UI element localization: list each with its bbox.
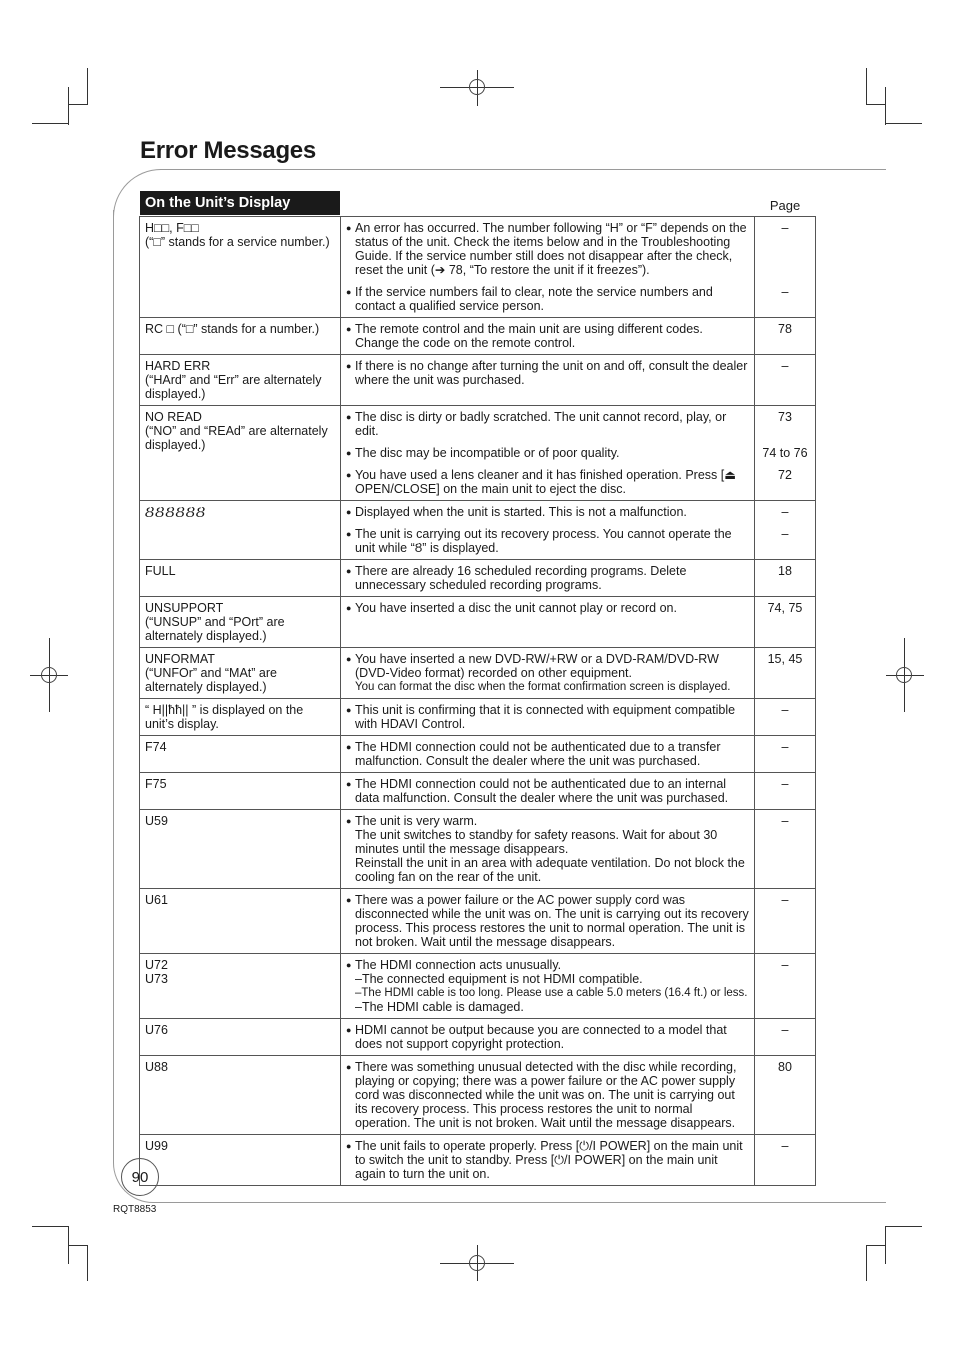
description-bullet: ● Displayed when the unit is started. This is not a malfunction. (346, 505, 749, 519)
registration-mark (41, 667, 57, 683)
description-cell (341, 773, 755, 810)
error-code-text: (“HArd” and “Err” are alternately displayed.) (145, 373, 322, 401)
error-code-cell (140, 318, 341, 355)
error-code-text: U88 (145, 1060, 168, 1074)
page-reference: – (781, 893, 789, 907)
crop-mark (866, 1245, 867, 1281)
page-reference-cell (755, 1019, 816, 1056)
table-row (140, 773, 816, 810)
page-reference-cell (755, 699, 816, 736)
crop-mark (866, 68, 867, 104)
table-row (140, 597, 816, 648)
error-code-text: (“UNFOr” and “MAt” are alternately displayed.) (145, 666, 277, 694)
page-reference-cell (755, 217, 816, 318)
description-cell (341, 318, 755, 355)
table-row (140, 318, 816, 355)
error-code-cell (140, 501, 341, 560)
description-cell (341, 810, 755, 889)
description-cell (341, 1056, 755, 1135)
registration-mark (896, 667, 912, 683)
page-reference-cell (755, 318, 816, 355)
table-row (140, 810, 816, 889)
description-cell (341, 560, 755, 597)
table-row (140, 355, 816, 406)
table-row (140, 889, 816, 954)
error-code-cell (140, 217, 341, 318)
section-heading: On the Unit’s Display (140, 191, 340, 215)
table-row (140, 736, 816, 773)
description-bullet: ● This unit is confirming that it is connected with equipment compatible with HDAVI Control. (346, 703, 749, 731)
page-reference-cell (755, 501, 816, 560)
description-bullet: ● The HDMI connection acts unusually. (346, 958, 749, 972)
page-reference: – (781, 285, 789, 299)
page-reference-cell (755, 954, 816, 1019)
description-bullet: ● The disc is dirty or badly scratched. The unit cannot record, play, or edit. (346, 410, 749, 438)
error-code-cell (140, 954, 341, 1019)
page-reference: – (781, 1023, 789, 1037)
description-subline: The unit switches to standby for safety reasons. Wait for about 30 minutes until the message disappears. (355, 828, 718, 856)
page-reference-cell (755, 560, 816, 597)
table-row (140, 501, 816, 560)
error-code-cell (140, 736, 341, 773)
description-bullet: ● There was something unusual detected with the disc while recording, playing or copying; there was a power failure or the AC power supply cord was disconnected while the unit was on. The unit is carrying out its recovery process. This process restores the unit to normal operation. The unit is not broken. Wait until the message disappears. (346, 1060, 749, 1130)
crop-mark (87, 1245, 88, 1281)
error-code-text: U73 (145, 972, 168, 986)
crop-mark (866, 1245, 886, 1246)
error-code-cell (140, 773, 341, 810)
description-bullet: ● You have used a lens cleaner and it has finished operation. Press [⏏ OPEN/CLOSE] on the main unit to eject the disc. (346, 468, 749, 496)
error-code-text: ȢȢȢȢȢȢ (145, 503, 207, 521)
table-row (140, 217, 816, 318)
page-reference: – (781, 703, 789, 717)
crop-mark (68, 104, 88, 105)
error-code-text: FULL (145, 564, 176, 578)
page-reference: 73 (778, 410, 792, 424)
table-row (140, 699, 816, 736)
description-note: You can format the disc when the format confirmation screen is displayed. (355, 681, 731, 693)
error-code-text: U61 (145, 893, 168, 907)
error-code-cell (140, 810, 341, 889)
crop-mark (68, 87, 69, 125)
crop-mark (32, 1226, 69, 1227)
page-reference-cell (755, 597, 816, 648)
description-bullet: ● The unit is very warm. (346, 814, 749, 828)
frame-line (113, 210, 114, 1160)
page-reference-cell (755, 406, 816, 501)
frame-line (160, 1202, 886, 1203)
document-id: RQT8853 (113, 1204, 157, 1215)
error-code-text: UNFORMAT (145, 652, 215, 666)
description-bullet: ● The remote control and the main unit are using different codes. Change the code on the remote control. (346, 322, 749, 350)
error-code-text: U76 (145, 1023, 168, 1037)
page-reference-cell (755, 1135, 816, 1186)
description-cell (341, 355, 755, 406)
description-cell (341, 648, 755, 699)
page-reference: 72 (778, 468, 792, 482)
table-row (140, 1019, 816, 1056)
crop-mark (87, 68, 88, 104)
crop-mark (32, 123, 69, 124)
description-cell (341, 889, 755, 954)
page-reference: – (781, 359, 789, 373)
error-table (139, 216, 816, 1186)
page-reference: – (781, 740, 789, 754)
table-row (140, 954, 816, 1019)
page-column-label: Page (769, 198, 801, 213)
crop-mark (68, 1245, 88, 1246)
page-reference-cell (755, 810, 816, 889)
error-code-text: F75 (145, 777, 167, 791)
page-number: 90 (121, 1158, 159, 1196)
description-subline: Reinstall the unit in an area with adequate ventilation. Do not block the cooling fan on the rear of the unit. (355, 856, 745, 884)
error-code-cell (140, 699, 341, 736)
description-subline: –The HDMI cable is too long. Please use a cable 5.0 meters (16.4 ft.) or less. (355, 987, 748, 999)
description-bullet: ● You have inserted a new DVD-RW/+RW or a DVD-RAM/DVD-RW (DVD-Video format) recorded on other equipment. (346, 652, 749, 680)
description-bullet: ● The unit fails to operate properly. Press [⏻/I POWER] on the main unit to switch the unit to standby. Press [⏻/I POWER] on the main unit again to turn the unit on. (346, 1139, 749, 1181)
description-cell (341, 1019, 755, 1056)
table-row (140, 1056, 816, 1135)
error-code-text: “ H||ħħ|| ” is displayed on the unit’s display. (145, 703, 304, 731)
description-bullet: ● An error has occurred. The number following “H” or “F” depends on the status of the unit. Check the items below and in the Troubleshooting Guide. If the service number still does not disappear after the check, reset the unit (➔ 78, “To restore the unit if it freezes”). (346, 221, 749, 277)
crop-mark (866, 104, 886, 105)
error-code-cell (140, 406, 341, 501)
page-reference: 18 (778, 564, 792, 578)
frame-line (160, 169, 886, 170)
error-code-text: RC □ (“□” stands for a number.) (145, 322, 320, 336)
error-code-text: U59 (145, 814, 168, 828)
description-cell (341, 501, 755, 560)
page-reference: 78 (778, 322, 792, 336)
page-reference: – (781, 1139, 789, 1153)
error-code-text: U99 (145, 1139, 168, 1153)
description-bullet: ● There was a power failure or the AC power supply cord was disconnected while the unit was on. The unit is carrying out its recovery process. This process restores the unit to normal operation. The unit is not broken. Wait until the message disappears. (346, 893, 749, 949)
page-reference: 80 (778, 1060, 792, 1074)
description-subline: –The connected equipment is not HDMI compatible. (355, 972, 643, 986)
description-subline: –The HDMI cable is damaged. (355, 1000, 524, 1014)
error-code-text: UNSUPPORT (145, 601, 224, 615)
crop-mark (885, 123, 922, 124)
error-code-text: H□□, F□□ (145, 221, 199, 235)
page-reference-cell (755, 648, 816, 699)
table-row (140, 648, 816, 699)
description-bullet: ● If there is no change after turning the unit on and off, consult the dealer where the unit was purchased. (346, 359, 749, 387)
description-bullet: ● If the service numbers fail to clear, note the service numbers and contact a qualified service person. (346, 285, 749, 313)
page-reference: – (781, 777, 789, 791)
description-bullet: ● You have inserted a disc the unit cannot play or record on. (346, 601, 749, 615)
description-bullet: ● The disc may be incompatible or of poor quality. (346, 446, 749, 460)
error-code-cell (140, 1019, 341, 1056)
error-code-cell (140, 597, 341, 648)
error-code-text: (“UNSUP” and “POrt” are alternately displayed.) (145, 615, 285, 643)
description-cell (341, 736, 755, 773)
registration-mark (469, 1255, 485, 1271)
error-code-cell (140, 560, 341, 597)
error-code-text: (“NO” and “REAd” are alternately displayed.) (145, 424, 328, 452)
description-cell (341, 1135, 755, 1186)
page-reference: 74 to 76 (762, 446, 808, 460)
page-reference: – (781, 221, 789, 235)
table-row (140, 406, 816, 501)
page-reference-cell (755, 889, 816, 954)
error-code-cell (140, 355, 341, 406)
page-reference: – (781, 527, 789, 541)
table-row (140, 1135, 816, 1186)
description-cell (341, 954, 755, 1019)
description-cell (341, 217, 755, 318)
page-reference-cell (755, 773, 816, 810)
page-title: Error Messages (140, 137, 316, 164)
description-bullet: ● The unit is carrying out its recovery process. You cannot operate the unit while “Ȣ” is displayed. (346, 527, 749, 555)
page-reference: 15, 45 (767, 652, 803, 666)
description-bullet: ● There are already 16 scheduled recording programs. Delete unnecessary scheduled recording programs. (346, 564, 749, 592)
error-code-cell (140, 889, 341, 954)
page-reference: 74, 75 (767, 601, 803, 615)
crop-mark (885, 1226, 922, 1227)
description-bullet: ● The HDMI connection could not be authenticated due to an internal data malfunction. Consult the dealer where the unit was purchased. (346, 777, 749, 805)
description-cell (341, 699, 755, 736)
description-bullet: ● The HDMI connection could not be authenticated due to a transfer malfunction. Consult the dealer where the unit was purchased. (346, 740, 749, 768)
error-code-text: U72 (145, 958, 168, 972)
description-bullet: ● HDMI cannot be output because you are connected to a model that does not support copyright protection. (346, 1023, 749, 1051)
description-cell (341, 406, 755, 501)
description-cell (341, 597, 755, 648)
error-code-text: (“□” stands for a service number.) (145, 235, 330, 249)
crop-mark (885, 87, 886, 125)
page-reference-cell (755, 736, 816, 773)
error-code-cell (140, 648, 341, 699)
page-reference: – (781, 814, 789, 828)
error-code-text: NO READ (145, 410, 202, 424)
registration-mark (469, 79, 485, 95)
page-reference-cell (755, 1056, 816, 1135)
error-code-cell (140, 1056, 341, 1135)
error-code-cell (140, 1135, 341, 1186)
page-reference: – (781, 958, 789, 972)
error-code-text: HARD ERR (145, 359, 211, 373)
table-row (140, 560, 816, 597)
page-reference-cell (755, 355, 816, 406)
error-code-text: F74 (145, 740, 167, 754)
page-reference: – (781, 505, 789, 519)
